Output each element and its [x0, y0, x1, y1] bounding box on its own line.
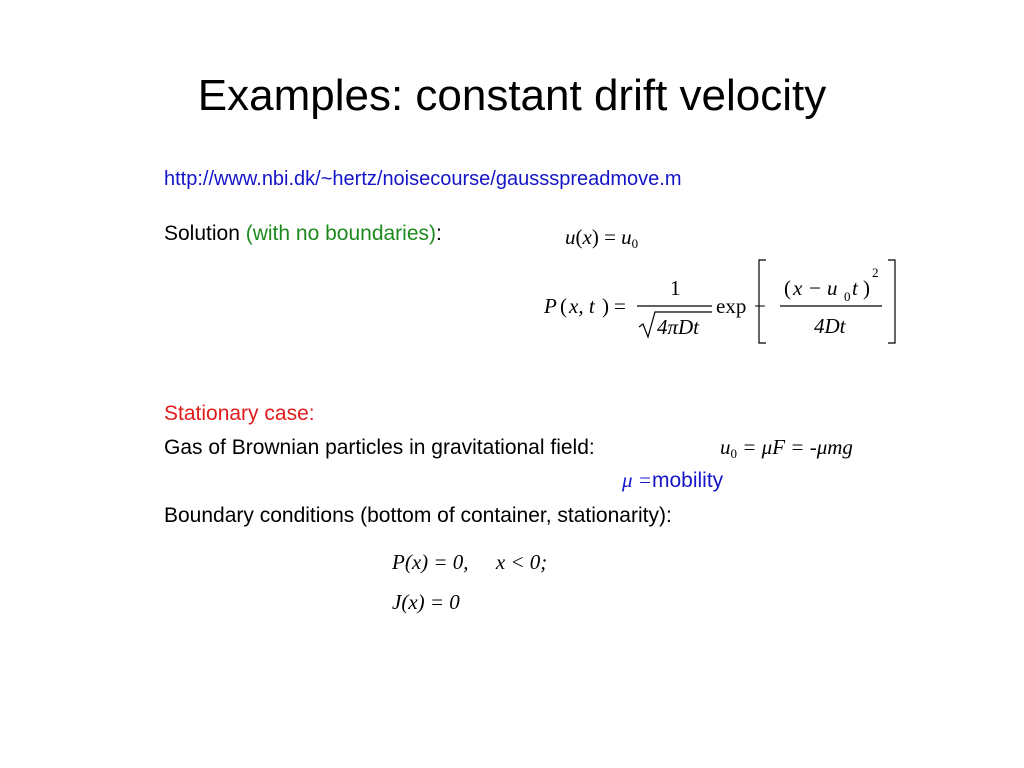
u0-subscript: 0 — [631, 236, 639, 251]
x-symbol: x — [582, 225, 592, 249]
solution-colon: : — [436, 222, 442, 245]
bc2: J(x) = 0 — [392, 590, 460, 614]
drift-expression: = μF = -μmg — [737, 435, 853, 459]
exp-minus: − — [754, 294, 766, 318]
equals-sign: = — [604, 225, 616, 249]
exp-function: exp — [716, 294, 747, 318]
bc1-right: x < 0; — [495, 550, 548, 574]
script-link[interactable]: http://www.nbi.dk/~hertz/noisecourse/gaussspreadmove.m — [164, 168, 682, 190]
paren-open: ( — [575, 225, 583, 249]
mu-symbol: μ — [622, 468, 633, 492]
fraction-numerator: 1 — [670, 276, 681, 300]
bracket-right — [888, 260, 895, 343]
inner-t: t — [852, 276, 858, 300]
inner-numerator: x − u — [793, 276, 838, 300]
stationary-heading: Stationary case: — [164, 402, 315, 425]
boundary-condition-j — [392, 590, 460, 615]
square-exponent: 2 — [872, 265, 879, 280]
u0-subscript: 0 — [730, 446, 737, 461]
p-paren-open: ( — [560, 294, 567, 318]
u0-symbol: u — [621, 225, 632, 249]
drift-velocity-formula — [720, 435, 853, 462]
u-symbol: u — [565, 225, 576, 249]
p-paren-close: ) — [602, 294, 609, 318]
sqrt-content: 4πDt — [657, 315, 700, 339]
inner-paren-close: ) — [863, 276, 870, 300]
slide-title: Examples: constant drift velocity — [197, 71, 827, 120]
p-symbol: P — [544, 294, 557, 318]
boundary-conditions-text: Boundary conditions (bottom of container, stationarity): — [164, 504, 672, 527]
gas-description: Gas of Brownian particles in gravitational field: — [164, 436, 595, 459]
inner-subscript: 0 — [844, 289, 851, 304]
u0-symbol: u — [720, 435, 731, 459]
bc1-left: P(x) = 0, — [392, 550, 469, 574]
solution-label — [164, 221, 442, 247]
boundary-condition-p — [392, 550, 547, 575]
mobility-word: mobility — [651, 469, 724, 492]
p-equals: = — [614, 294, 626, 318]
probability-formula — [540, 255, 910, 350]
no-boundaries-note: (with no boundaries) — [245, 222, 437, 245]
drift-equation — [565, 225, 638, 252]
solution-word: Solution — [164, 222, 246, 245]
mobility-definition — [622, 468, 723, 494]
inner-paren-open: ( — [784, 276, 791, 300]
p-args: x, t — [569, 294, 595, 318]
mu-equals: = — [632, 468, 652, 492]
paren-close: ) — [591, 225, 599, 249]
inner-denominator: 4Dt — [814, 314, 846, 338]
